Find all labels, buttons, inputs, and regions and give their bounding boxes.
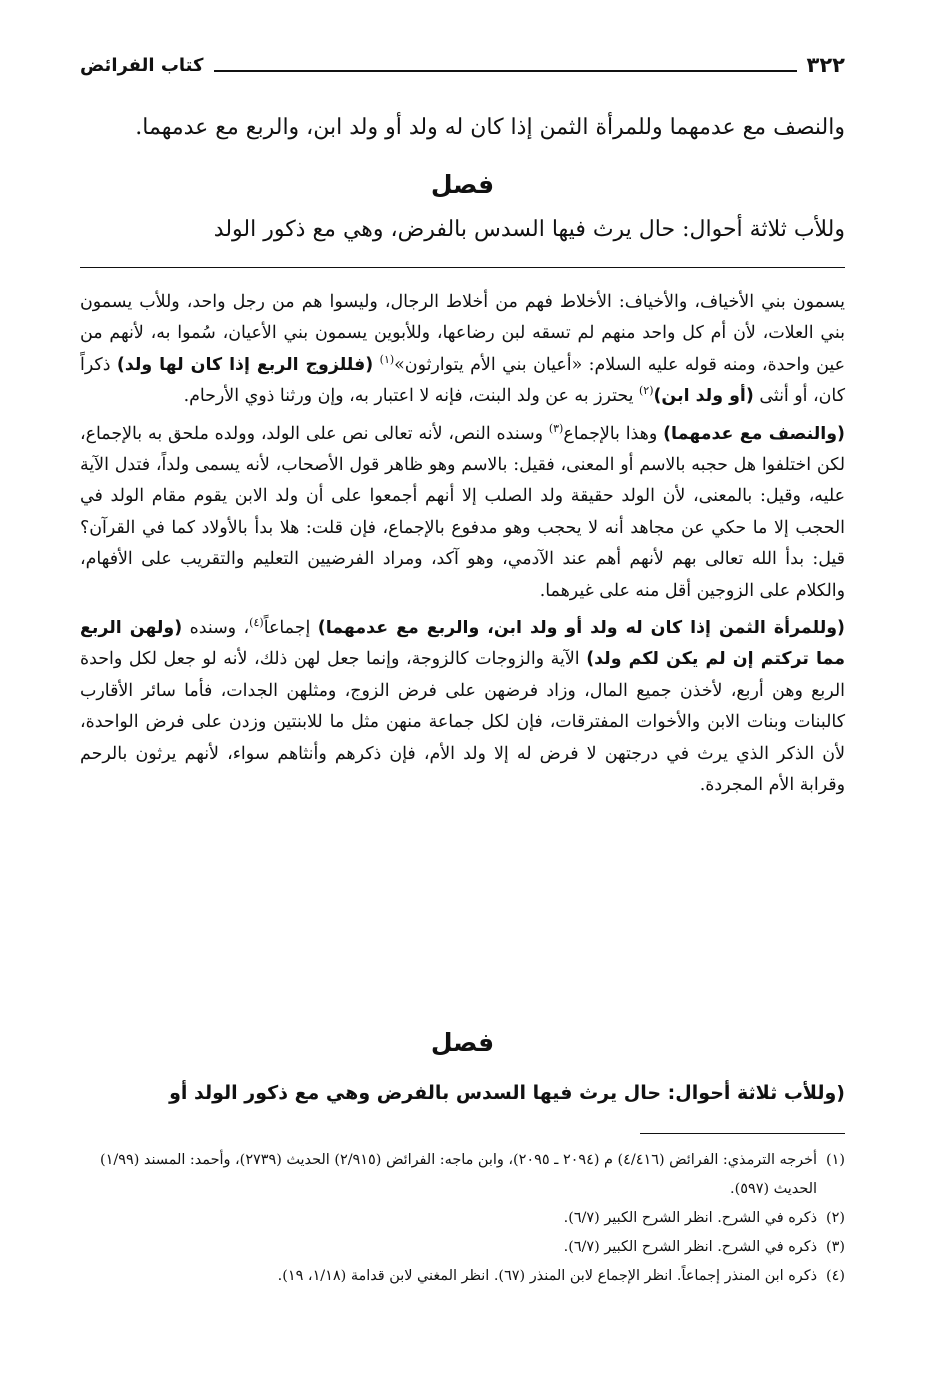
footnote-number: (١) xyxy=(826,1152,845,1168)
matn-divider xyxy=(80,267,845,268)
footnote-text: ذكره ابن المنذر إجماعاً. انظر الإجماع لابن المنذر (٦٧). انظر المغني لابن قدامة (١/١٨، ١٩). xyxy=(277,1268,817,1284)
matn-quote: (وللمرأة الثمن إذا كان له ولد أو ولد ابن، والربع مع عدمهما) xyxy=(317,618,845,639)
footnote-text: ذكره في الشرح. انظر الشرح الكبير (٦/٧). xyxy=(563,1210,817,1226)
footnote-ref-4[interactable]: (٤) xyxy=(249,616,264,630)
footnote-3 xyxy=(80,1233,845,1262)
footnote-ref-2[interactable]: (٢) xyxy=(638,384,654,398)
matn-line-1: والنصف مع عدمهما وللمرأة الثمن إذا كان له ولد أو ولد ابن، والربع مع عدمهما. xyxy=(135,115,845,140)
matn-quote: (فللزوج الربع إذا كان لها ولد) xyxy=(116,354,374,375)
matn-quote: (أو ولد ابن) xyxy=(653,386,754,407)
footnote-divider xyxy=(640,1133,845,1134)
text-run: ذكراً كان، أو أنثى xyxy=(80,354,845,407)
commentary-paragraph-2 xyxy=(80,419,845,607)
footnote-text: أخرجه الترمذي: الفرائض (٤/٤١٦) م (٢٠٩٤ ـ ٢٠٩٥)، وابن ماجه: الفرائض (٢/٩١٥) الحديث (٢٧٣٩)، وأحمد: المسند (١/٩٩) الحديث (٥٩٧). xyxy=(100,1152,817,1197)
text-run: ، وسنده xyxy=(182,618,250,639)
text-run: يحترز به عن ولد البنت، فإنه لا اعتبار به، وإن ورثنا ذوي الأرحام. xyxy=(183,386,639,407)
footnote-ref-1[interactable]: (١) xyxy=(379,353,395,367)
footnotes xyxy=(80,1146,845,1291)
page-number: ٣٢٢ xyxy=(806,53,845,77)
footnote-2 xyxy=(80,1204,845,1233)
page-header xyxy=(80,48,845,82)
section-heading-2: فصل xyxy=(430,1028,495,1057)
header-rule xyxy=(214,70,797,72)
footnote-number: (٢) xyxy=(826,1210,845,1226)
footnote-number: (٣) xyxy=(826,1239,845,1255)
text-run: إجماعاً xyxy=(263,618,318,639)
text-run: الآية والزوجات كالزوجة، وإنما جعل لهن ذلك، لأنه لو جعل لكل واحدة الربع وهن أربع، لأخذن جميع المال، وزاد فرضهن على فرض الزوج، ومثلهن الجدات، فأما سائر الأقارب كالبنات وبنات الابن والأخوات المفترقات، فإن لكل جماعة منهن مثل ما للابنتين وزدن على فرض الواحدة، لأن الذكر الذي يرث في درجتهن لا فرض له إلا ولد الأم، فإن ذكرهم وأنثاهم سواء، لأنهم يرثون بالرحم وقرابة الأم المجردة. xyxy=(80,649,845,796)
footnote-text: ذكره في الشرح. انظر الشرح الكبير (٦/٧). xyxy=(563,1239,817,1255)
matn-quote: (والنصف مع عدمهما) xyxy=(663,423,846,444)
text-run: وهذا بالإجماع xyxy=(563,423,664,444)
matn-line-2: وللأب ثلاثة أحوال: حال يرث فيها السدس بالفرض، وهي مع ذكور الولد xyxy=(213,217,845,242)
footnote-ref-3[interactable]: (٣) xyxy=(548,421,564,435)
commentary-paragraph-3 xyxy=(80,613,845,801)
footnote-number: (٤) xyxy=(826,1268,845,1284)
text-run: وسنده النص، لأنه تعالى نص على الولد، وولده ملحق به بالإجماع، لكن اختلفوا هل حجبه بالاسم أو المعنى، فقيل: بالاسم وهو ظاهر قول الأصحاب، لأنه يسمى ولداً، فتدل الآية عليه، وقيل: بالمعنى، لأن الولد حقيقة ولد الصلب إلا أنهم أجمعوا على أن ولد الابن يقوم مقام الولد في الحجب إلا ما حكي عن مجاهد أنه لا يحجب وهو مدفوع بالإجماع، فإن قلت: هلا بدأ بالأولاد كما في القرآن؟ قيل: بدأ الله تعالى بهم لأنهم أهم عند الآدمي، وهو آكد، ومراد الفرضيين التعليم والتقريب على الأفهام، والكلام على الزوجين أقل منه على غيرهما. xyxy=(80,423,845,601)
matn-continuation: (وللأب ثلاثة أحوال: حال يرث فيها السدس بالفرض وهي مع ذكور الولد أو xyxy=(169,1082,845,1104)
section-heading-1: فصل xyxy=(430,170,495,199)
quran-quote: (ولهن الربع مما تركتم إن لم يكن لكم ولد) xyxy=(80,618,845,670)
footnote-4 xyxy=(80,1262,845,1291)
footnote-1 xyxy=(80,1146,845,1204)
book-title: كتاب الفرائض xyxy=(80,54,204,76)
commentary-paragraph-1 xyxy=(80,287,845,413)
commentary xyxy=(80,287,845,808)
text-run: يسمون بني الأخياف، والأخياف: الأخلاط فهم من أخلاط الرجال، وليسوا هم من رجل واحد، وللأب يسمون بني العلات، لأن أم كل واحد منهم لم تسقه لبن رضاعها، وللأبوين يسمون بني الأعيان، سُموا به، لأنهم من عين واحدة، ومنه قوله عليه السلام: «أعيان بني الأم يتوارثون» xyxy=(80,292,845,375)
